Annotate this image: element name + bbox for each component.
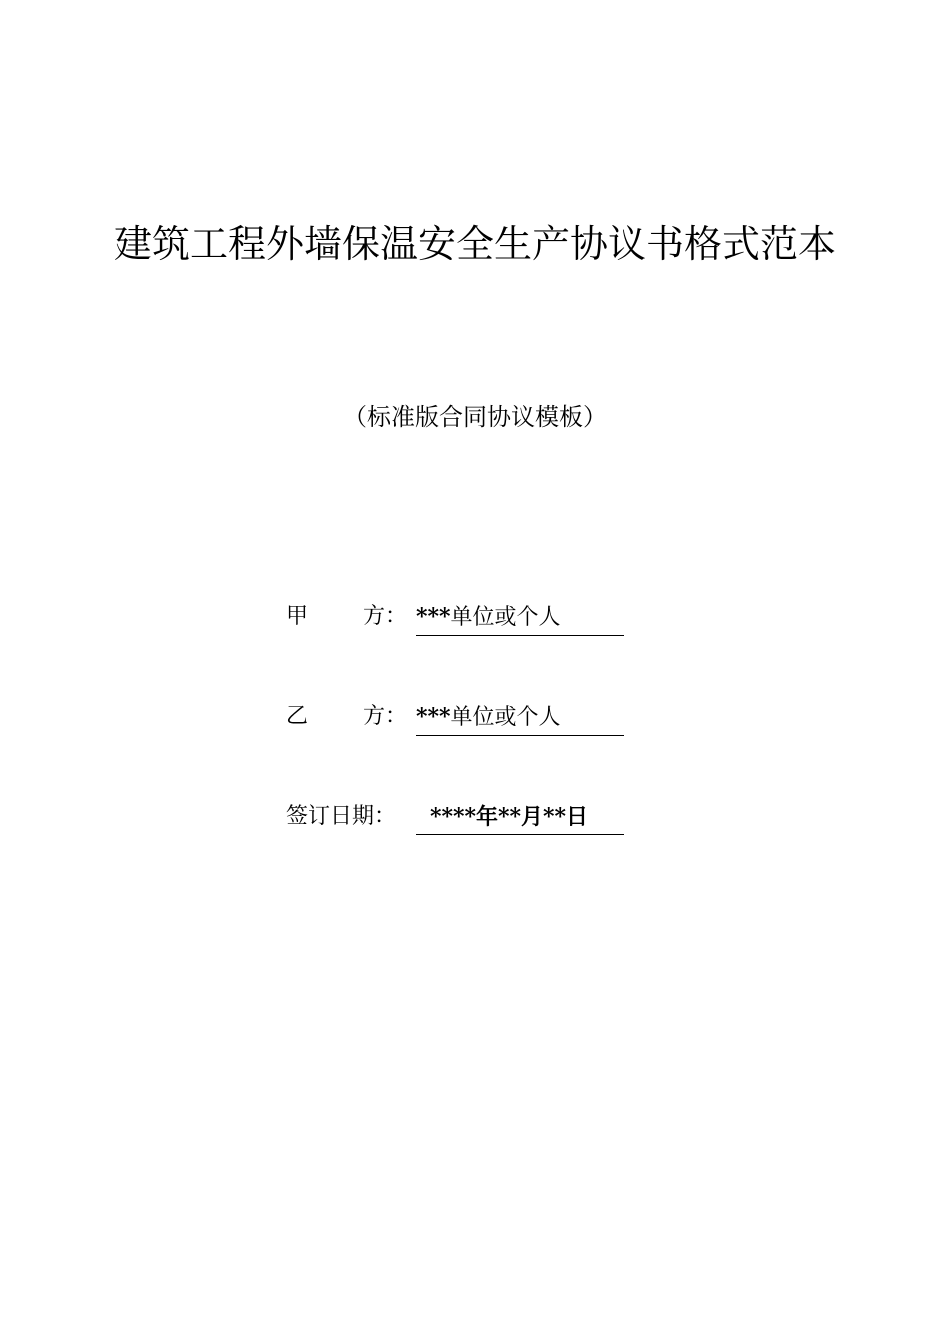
party-b-label-suffix: 方： bbox=[363, 704, 408, 729]
party-b-label-char: 乙 bbox=[286, 704, 309, 729]
party-b-value bbox=[416, 700, 624, 736]
sign-date-label: 签订日期： bbox=[286, 804, 397, 829]
party-b-value-text: 单位或个人 bbox=[450, 705, 561, 730]
sign-date-value: ****年**月**日 bbox=[416, 800, 624, 835]
party-a-value-text: 单位或个人 bbox=[450, 605, 561, 630]
document-title: 建筑工程外墙保温安全生产协议书格式范本 bbox=[113, 222, 836, 266]
party-a-label-char: 甲 bbox=[286, 604, 309, 629]
party-a-value bbox=[416, 600, 624, 636]
party-b-value-stars: *** bbox=[416, 704, 451, 730]
party-a-value-stars: *** bbox=[416, 604, 451, 630]
party-a-label-suffix: 方： bbox=[363, 604, 408, 629]
document-subtitle: （标准版合同协议模板） bbox=[343, 403, 607, 431]
